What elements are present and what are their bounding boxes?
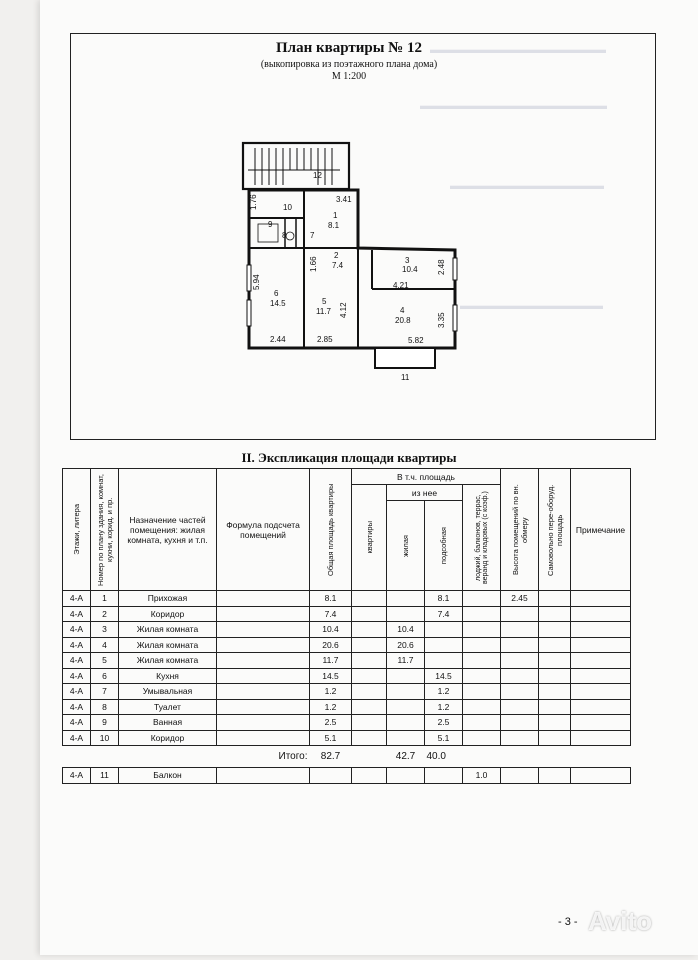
total-row bbox=[63, 746, 631, 768]
room-area-1: 8.1 bbox=[328, 221, 340, 230]
dimension-label: 3.35 bbox=[437, 312, 446, 328]
table-row: 4-А 4 Жилая комната 20.6 20.6 bbox=[63, 637, 631, 653]
dimension-label: 4.12 bbox=[339, 302, 348, 318]
room-area-2: 7.4 bbox=[332, 261, 344, 270]
plan-title: План квартиры № 12 bbox=[275, 40, 422, 56]
room-label-3: 3 bbox=[405, 256, 410, 265]
plan-scale: М 1:200 bbox=[331, 71, 367, 82]
dimension-label: 4.21 bbox=[393, 281, 409, 290]
header-unauth: Самовольно пере-оборуд. площадь bbox=[539, 469, 571, 591]
dimension-label: 5.94 bbox=[252, 274, 261, 290]
table-row: 4-А 2 Коридор 7.4 7.4 bbox=[63, 606, 631, 622]
room-label-8: 8 bbox=[282, 231, 287, 240]
bleed-through-text: ▬▬▬▬▬▬▬▬▬▬▬▬▬▬ bbox=[450, 180, 604, 192]
header-total: Общая площадь квартиры bbox=[310, 469, 352, 591]
room-area-3: 10.4 bbox=[402, 265, 418, 274]
bleed-through-text: ▬▬▬▬▬▬▬▬▬▬▬▬▬▬▬▬▬ bbox=[420, 100, 607, 112]
room-label-9: 9 bbox=[268, 220, 273, 229]
table-row: 4-А 3 Жилая комната 10.4 10.4 bbox=[63, 622, 631, 638]
floor-plan-drawing bbox=[0, 0, 698, 440]
balcony-row: 4-А 11 Балкон 1.0 bbox=[63, 768, 631, 784]
room-area-6: 14.5 bbox=[270, 299, 286, 308]
bleed-through-text: ▬▬▬▬▬▬▬▬▬▬▬▬▬ bbox=[460, 300, 603, 312]
header-floor: Этажи, литера bbox=[63, 469, 91, 591]
header-note: Примечание bbox=[571, 469, 631, 591]
total-aux: 40.0 bbox=[425, 746, 463, 768]
stair-hatching bbox=[248, 148, 340, 185]
table-row: 4-А 10 Коридор 5.1 5.1 bbox=[63, 730, 631, 746]
header-of-which: из нее bbox=[387, 485, 463, 501]
header-aux: подсобная bbox=[425, 501, 463, 591]
dimension-label: 3.41 bbox=[336, 195, 352, 204]
fixtures bbox=[258, 224, 294, 242]
plan-subtitle: (выкопировка из поэтажного плана дома) bbox=[260, 59, 438, 70]
header-loggia: лоджий, балконов, террас, веранд и кладовых (с коэф.) bbox=[463, 485, 501, 591]
table-row: 4-А 7 Умывальная 1.2 1.2 bbox=[63, 684, 631, 700]
room-label-10: 10 bbox=[283, 203, 292, 212]
table-row: 4-А 9 Ванная 2.5 2.5 bbox=[63, 715, 631, 731]
room-area-5: 11.7 bbox=[316, 307, 331, 316]
plan-walls bbox=[243, 143, 455, 348]
total-area: 82.7 bbox=[310, 746, 352, 768]
explication-title: II. Экспликация площади квартиры bbox=[241, 450, 457, 465]
room-label-2: 2 bbox=[334, 251, 339, 260]
room-label-7: 7 bbox=[310, 231, 315, 240]
header-height: Высота помещений по вн. обмеру bbox=[501, 469, 539, 591]
dimension-label: 5.82 bbox=[408, 336, 424, 345]
header-living: жилая bbox=[387, 501, 425, 591]
header-apts: квартиры bbox=[352, 485, 387, 591]
dimension-label: 1.66 bbox=[309, 256, 318, 272]
total-label: Итого: bbox=[217, 746, 310, 768]
table-row: 4-А 5 Жилая комната 11.7 11.7 bbox=[63, 653, 631, 669]
page-number: - 3 - bbox=[558, 916, 578, 928]
header-room-no: Номер по плану здания, комнат, кухни, корид. и пр. bbox=[91, 469, 119, 591]
dimension-label: 2.85 bbox=[317, 335, 333, 344]
table-row: 4-А 8 Туалет 1.2 1.2 bbox=[63, 699, 631, 715]
room-label-5: 5 bbox=[322, 297, 327, 306]
table-row: 4-А 6 Кухня 14.5 14.5 bbox=[63, 668, 631, 684]
room-label-12: 12 bbox=[313, 171, 322, 180]
room-label-11: 11 bbox=[401, 373, 410, 382]
total-living: 42.7 bbox=[387, 746, 425, 768]
header-incl: В т.ч. площадь bbox=[352, 469, 501, 485]
room-label-6: 6 bbox=[274, 289, 279, 298]
dimension-label: 1.76 bbox=[249, 194, 258, 210]
explication-table bbox=[62, 468, 631, 784]
room-label-4: 4 bbox=[400, 306, 405, 315]
room-label-1: 1 bbox=[333, 211, 338, 220]
balcony bbox=[375, 348, 435, 368]
avito-watermark: Avito bbox=[588, 906, 653, 936]
bleed-through-text: ▬▬▬▬▬▬▬▬▬▬▬▬▬▬▬▬ bbox=[430, 44, 606, 56]
header-purpose: Назначение частей помещения: жилая комната, кухня и т.п. bbox=[119, 469, 217, 591]
room-area-4: 20.8 bbox=[395, 316, 411, 325]
dimension-label: 2.44 bbox=[270, 335, 286, 344]
table-row: 4-А 1 Прихожая 8.1 8.1 2.45 bbox=[63, 591, 631, 607]
header-formula: Формула подсчета помещений bbox=[217, 469, 310, 591]
dimension-label: 2.48 bbox=[437, 259, 446, 275]
window-marks bbox=[247, 258, 457, 331]
